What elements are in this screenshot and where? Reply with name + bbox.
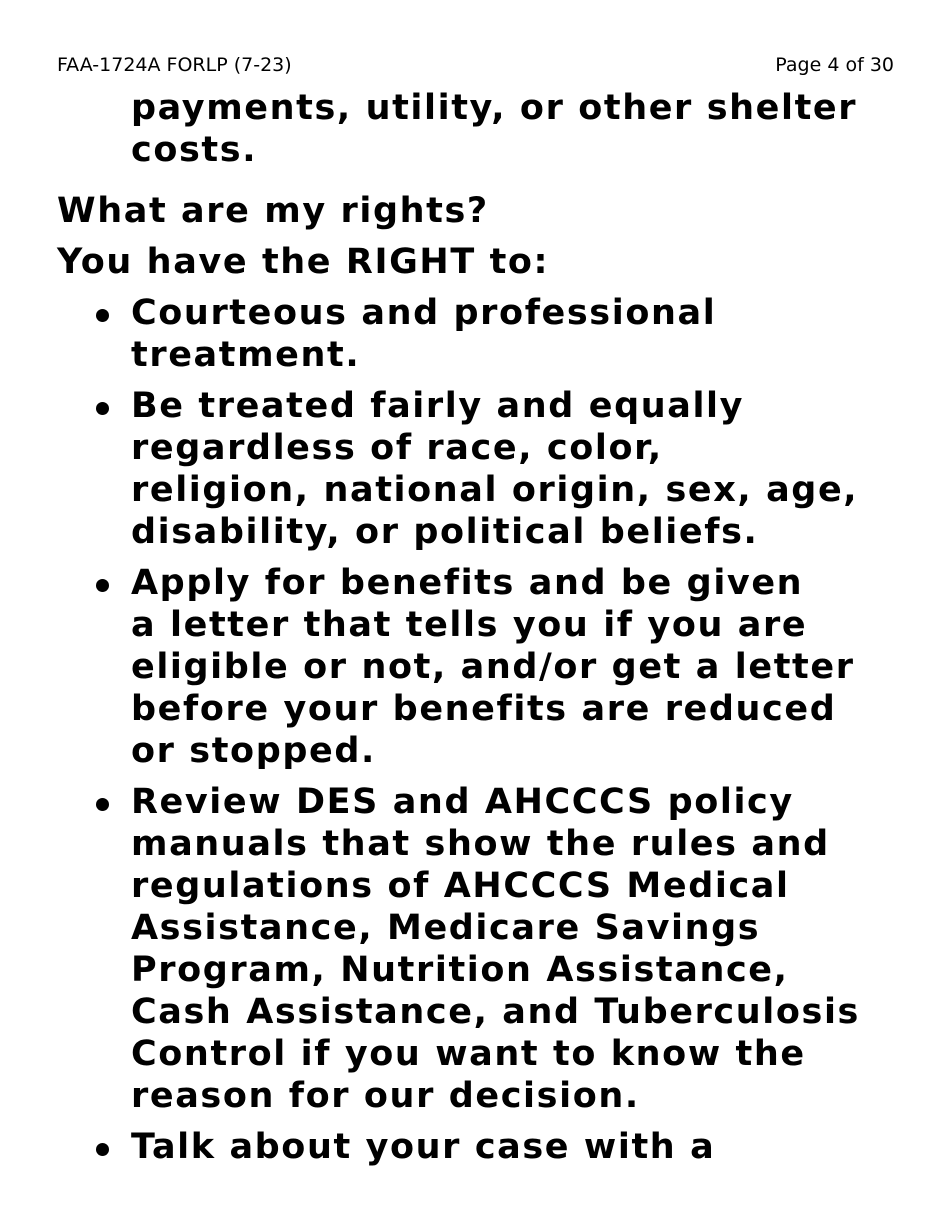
text-line: a letter that tells you if you are (131, 605, 808, 645)
bullet-icon (96, 309, 109, 322)
form-id: FAA-1724A FORLP (7-23) (57, 54, 292, 76)
continued-text (131, 87, 931, 171)
text-line: Assistance, Medicare Savings (131, 908, 761, 948)
text-line: Be treated fairly and equally (131, 386, 745, 426)
list-item (0, 1126, 931, 1168)
list-item (0, 781, 931, 1117)
question-heading: What are my rights? (57, 191, 489, 231)
text-line: reason for our decision. (131, 1076, 640, 1116)
list-item (0, 385, 931, 553)
text-line: payments, utility, or other shelter (131, 88, 858, 128)
text-line: Talk about your case with a (131, 1127, 716, 1167)
bullet-icon (96, 798, 109, 811)
text-line: disability, or political beliefs. (131, 512, 759, 552)
text-line: religion, national origin, sex, age, (131, 470, 859, 510)
rights-intro: You have the RIGHT to: (57, 242, 550, 282)
text-line: regulations of AHCCCS Medical (131, 866, 790, 906)
text-line: Cash Assistance, and Tuberculosis (131, 992, 860, 1032)
bullet-icon (96, 1143, 109, 1156)
text-line: or stopped. (131, 731, 376, 771)
text-line: Courteous and professional (131, 293, 717, 333)
list-item (0, 292, 931, 376)
text-line: Control if you want to know the (131, 1034, 806, 1074)
text-line: Program, Nutrition Assistance, (131, 950, 789, 990)
text-line: eligible or not, and/or get a letter (131, 647, 855, 687)
text-line: Review DES and AHCCCS policy (131, 782, 794, 822)
rights-list (0, 292, 950, 1177)
bullet-icon (96, 579, 109, 592)
page-header (57, 52, 894, 78)
text-line: treatment. (131, 335, 361, 375)
text-line: costs. (131, 130, 258, 170)
text-line: Apply for benefits and be given (131, 563, 804, 603)
list-item (0, 562, 931, 772)
bullet-icon (96, 402, 109, 415)
text-line: before your benefits are reduced (131, 689, 837, 729)
page-number: Page 4 of 30 (775, 54, 894, 76)
text-line: regardless of race, color, (131, 428, 663, 468)
text-line: manuals that show the rules and (131, 824, 830, 864)
